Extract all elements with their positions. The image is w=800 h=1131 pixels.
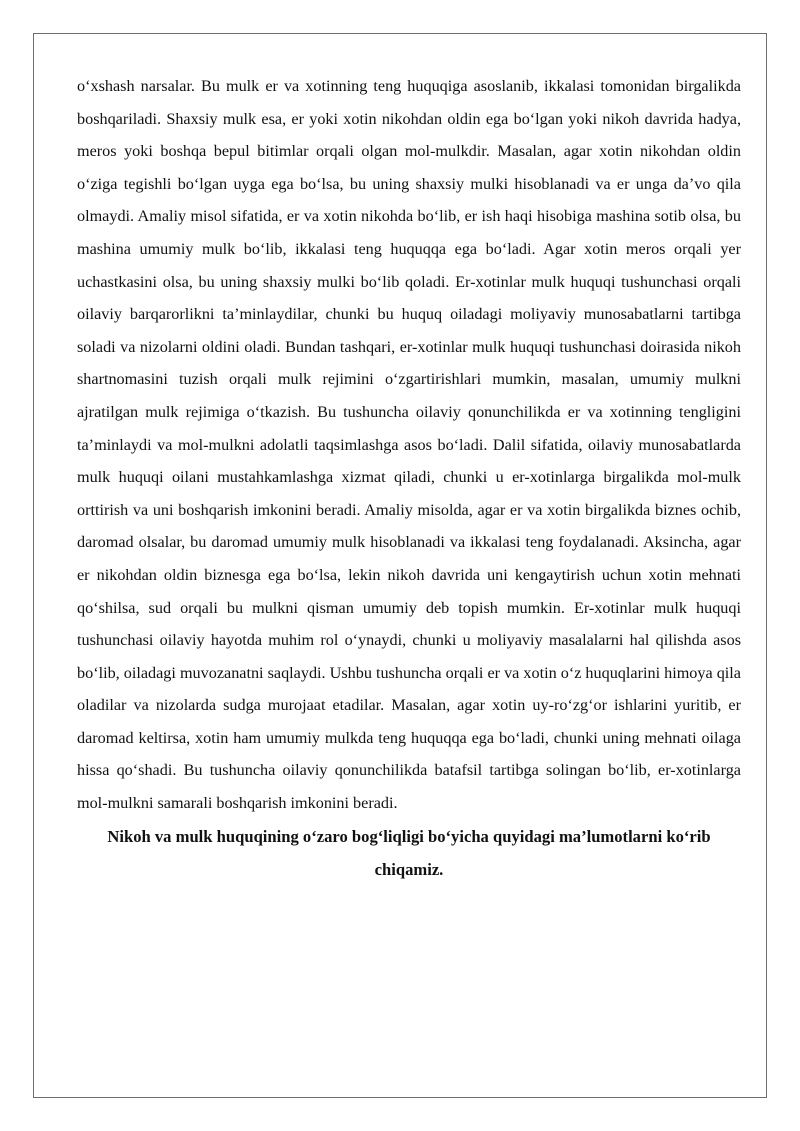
body-paragraph: o‘xshash narsalar. Bu mulk er va xotinning teng huquqiga asoslanib, ikkalasi tomonidan birgalikda boshqariladi. Shaxsiy mulk esa, er yoki xotin nikohdan oldin ega bo‘lgan yoki nikoh davrida hadya, meros yoki boshqa bepul bitimlar orqali olgan mol-mulkdir. Masalan, agar xotin nikohdan oldin o‘ziga tegishli bo‘lgan uyga ega bo‘lsa, bu uning shaxsiy mulki hisoblanadi va er unga da’vo qila olmaydi. Amaliy misol sifatida, er va xotin nikohda bo‘lib, er ish haqi hisobiga mashina sotib olsa, bu mashina umumiy mulk bo‘lib, ikkalasi teng huquqqa ega bo‘ladi. Agar xotin meros orqali yer uchastkasini olsa, bu uning shaxsiy mulki bo‘lib qoladi. Er-xotinlar mulk huquqi tushunchasi orqali oilaviy barqarorlikni ta’minlaydilar, chunki bu huquq oiladagi moliyaviy munosabatlarni tartibga soladi va nizolarni oldini oladi. Bundan tashqari, er-xotinlar mulk huquqi tushunchasi doirasida nikoh shartnomasini tuzish orqali mulk rejimini o‘zgartirishlari mumkin, masalan, umumiy mulkni ajratilgan mulk rejimiga o‘tkazish. Bu tushuncha oilaviy qonunchilikda er va xotinning tengligini ta’minlaydi va mol-mulkni adolatli taqsimlashga asos bo‘ladi. Dalil sifatida, oilaviy munosabatlarda mulk huquqi oilani mustahkamlashga xizmat qiladi, chunki u er-xotinlarga birgalikda mol-mulk orttirish va uni boshqarish imkonini beradi. Amaliy misolda, agar er va xotin birgalikda biznes ochib, daromad olsalar, bu daromad umumiy mulk hisoblanadi va ikkalasi teng foydalanadi. Aksincha, agar er nikohdan oldin biznesga ega bo‘lsa, lekin nikoh davrida uni kengaytirish uchun xotin mehnati qo‘shilsa, sud orqali bu mulkni qisman umumiy deb topish mumkin. Er-xotinlar mulk huquqi tushunchasi oilaviy hayotda muhim rol o‘ynaydi, chunki u moliyaviy masalalarni hal qilishda asos bo‘lib, oiladagi muvozanatni saqlaydi. Ushbu tushuncha orqali er va xotin o‘z huquqlarini himoya qila oladilar va nizolarda sudga murojaat etadilar. Masalan, agar xotin uy-ro‘zg‘or ishlarini yuritib, er daromad keltirsa, xotin ham umumiy mulkda teng huquqqa ega bo‘ladi, chunki uning mehnati oilaga hissa qo‘shadi. Bu tushuncha oilaviy qonunchilikda batafsil tartibga solingan bo‘lib, er-xotinlarga mol-mulkni samarali boshqarish imkonini beradi.	[77, 77, 741, 813]
section-heading: Nikoh va mulk huquqining o‘zaro bog‘liqligi bo‘yicha quyidagi ma’lumotlarni ko‘rib chiqamiz.	[107, 826, 711, 879]
document-body	[77, 70, 741, 886]
